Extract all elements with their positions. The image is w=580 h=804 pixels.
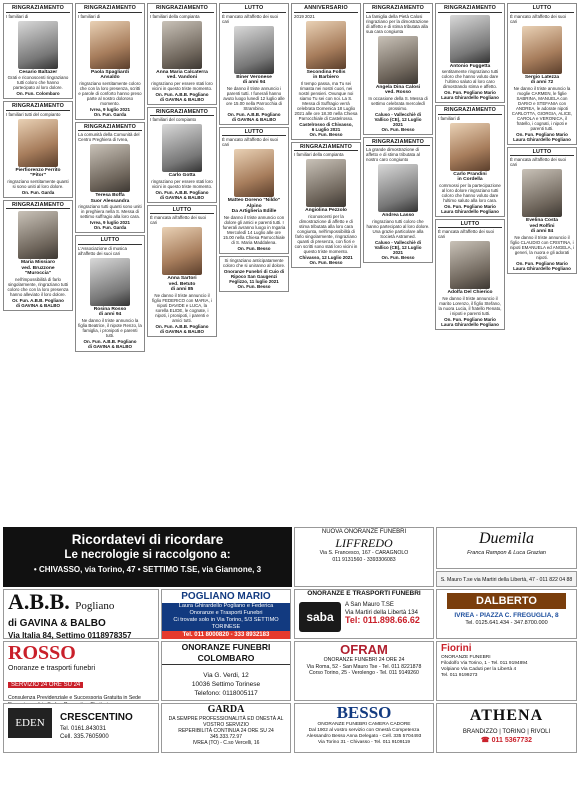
abb-line: di GAVINA & BALBO [8, 618, 106, 629]
notice-text: riconoscenti per la dimostrazione di affetto e di stima tributata alla loro cara congiunta, nell'impossibilità di farlo singolarmente, ringraziano quanti di presenza, con fiori e con scritti sono stati loro vicini in questo triste momento. [294, 213, 358, 254]
notice-intro: È mancata all'affetto dei suoi cari [438, 229, 494, 240]
ad-colombaro[interactable] [161, 641, 291, 701]
deceased-name: Secondina Follis in Barbiero [306, 69, 346, 81]
notice-text: In occasione della S. Messa di settimo celebrata mercoledì prossimo. [368, 95, 428, 111]
ad-eden[interactable] [3, 703, 159, 753]
dalberto-phone: Tel. 0125.641.434 - 347.8700.000 [465, 620, 548, 626]
notice-heading: RINGRAZIAMENTO [78, 5, 142, 13]
fiorini-addr: ONORANZE FUNEBRI Filodolfo Via Torino, 1 - Tel. 011 9194894 Volpiano Via Caduti per la Libertà 4 Tel. 011 9199273 [441, 655, 528, 678]
ad-rosso[interactable] [3, 641, 159, 701]
obituary-notice [219, 127, 289, 254]
portrait-photo [18, 211, 58, 259]
deceased-name: Anna Sartori ved. Betuto di anni 85 [167, 276, 197, 293]
notice-text: ringraziano tutti quanti sono uniti in preghiera nella S. Messa di settimo suffragio alla loro cara. [78, 204, 142, 220]
abb-phone: Via Italia 84, Settimo 0118978357 [8, 631, 132, 640]
pogliano-sub2: Onoranze e Trasporti Funebri [189, 610, 263, 616]
notice-text: Ne danno il triste annuncio la figlia Beatrice, il nipote Renzo, la famiglia, i pronipoti e parenti tutti. [78, 318, 142, 339]
portrait-photo [234, 26, 274, 74]
portrait-photo [90, 144, 130, 192]
deceased-name: Angiolina Pezzolo [305, 208, 347, 214]
deceased-name: Rosina Rosso di anni 94 [93, 306, 127, 318]
deceased-name: Angela Dina Calosi ved. Rosso [375, 84, 421, 96]
obituary-notice [3, 3, 73, 99]
notice-signature: On. Fun. A.B.B. Pogliano di GAVINA & BALBO [155, 189, 209, 200]
obituary-notice [435, 105, 505, 217]
notice-signature: Chivasso, 12 Luglio 2021 On. Fun. Besso [299, 254, 353, 265]
colombaro-phone: Telefono: 0118005117 [194, 690, 258, 697]
besso-name: BESSO [336, 703, 392, 722]
ad-fiorini[interactable] [436, 641, 577, 701]
pogliano-phone: Tel. 011 8000820 - 333 8932183 [162, 631, 290, 639]
notice-heading: RINGRAZIAMENTO [150, 5, 214, 13]
portrait-photo [162, 227, 202, 275]
dalberto-name: DALBERTO [447, 593, 566, 609]
portrait-photo [306, 21, 346, 69]
notice-text: ringraziano per essere stati loro vicini in questo triste momento. [151, 80, 213, 91]
obituary-column [75, 3, 145, 525]
notice-signature: On. Fun. A.B.B. Pogliano di GAVINA & BALBO [155, 324, 209, 335]
ad-athena[interactable] [436, 703, 577, 753]
deceased-name: Carlo Gotta [168, 173, 196, 179]
obituary-notice [507, 147, 577, 274]
notice-signature: On. Fun. Pogliano Mario Laura Ghirardello Pogliano [441, 203, 499, 214]
notice-heading: LUTTO [438, 221, 502, 229]
deceased-name: Carlo Prandini in Cordella [453, 171, 487, 183]
notice-intro: La grande dimostrazione di affetto e di stima tributata al nostro caro congiunto [366, 147, 420, 163]
obituary-column [291, 3, 361, 525]
notice-intro: È mancato all'affetto dei suoi cari [222, 13, 278, 24]
notice-heading: LUTTO [222, 5, 286, 13]
notice-heading: LUTTO [78, 237, 142, 245]
deceased-name: Teresa Boffa Suor Alessandra [90, 193, 130, 204]
obituary-notice [75, 3, 145, 120]
eden-town: CRESCENTINO [60, 712, 133, 723]
portrait-photo [162, 124, 202, 172]
notice-intro: I familiari della compianta [150, 13, 200, 19]
pogliano-sub1: Laura Ghirardello Pogliano e Federica [178, 603, 274, 609]
athena-name: ATHENA [469, 707, 544, 724]
notice-signature: On. Fun. Pogliano Mario Laura Ghirardello Pogliano [513, 260, 571, 271]
deceased-name: Matteo Doreno "Nildo" Alpino Da Artiglieria Edille [227, 198, 281, 215]
notice-text: Ne danno il triste annuncio con dolore gli amici e parenti tutti. I funerali avranno luogo in Ingaria Mercoledì 14 Luglio alle ore 15.00 nella Chiesa Parrocchiale di S. Maria Maddalena. [222, 214, 286, 245]
notice-text: commossi per la partecipazione al loro dolore ringraziano tutti coloro che hanno voluto dare l'ultimo saluto alla loro cara. [439, 182, 501, 203]
abb-brand: A.B.B. [8, 589, 70, 614]
notice-signature: Ivrea, 9 luglio 2021 On. Fun. Garda [89, 220, 131, 231]
ad-ofram[interactable] [294, 641, 434, 701]
notice-text: ringraziano sentitamente coloro che con la loro presenza, scritti e parole di conforto hanno preso parte al nostro doloroso momento. [78, 80, 142, 106]
portrait-photo [450, 241, 490, 289]
deceased-name: Anna Maria Calcaterra ved. Vandoni [156, 69, 208, 81]
rosso-footer: Consulenza Previdenziale e Successoria Gratuita in Sede [8, 695, 141, 701]
garda-sub: DA SEMPRE PROFESSIONALITÀ ED ONESTÀ AL VOSTRO SERVIZIO REPERIBILITÀ CONTINUA 24 ORE SU 24 345.333.72.97 [168, 716, 284, 740]
notice-heading: RINGRAZIAMENTO [78, 124, 142, 132]
notice-heading: RINGRAZIAMENTO [438, 5, 502, 13]
notice-intro: La comunità della Comunità del Centro Preghiera di Ivrea, [78, 132, 140, 143]
colombaro-addr2: 10036 Settimo Torinese [191, 681, 261, 688]
deceased-name: Biner Veronese di anni 94 [236, 74, 272, 86]
ricordatevi-title: Ricordatevi di ricordare [71, 532, 224, 547]
ad-duemila-address: S. Mauro T.se via Martiri della Libertà, 47 - 011 822 04 88 [436, 571, 577, 587]
notice-signature: Onoranze Funebri di Cuio di Ripoco San Gaugenzi Feglizzo, 11 luglio 2021 On. Fun. Besso [223, 268, 285, 289]
notice-text: Ne danno il triste annuncio il figlio CLAUDIO con CRISTINA, i nipoti EMANUELA ed ANGELA, i generi, la nuora e gli adorati nipoti. [510, 234, 574, 260]
obituary-notice [147, 107, 217, 203]
portrait-photo [18, 21, 58, 69]
notice-signature: On. Fun. Pogliano Mario Laura Ghirardello Pogliano [441, 90, 499, 101]
notice-intro: I familiari di [6, 13, 29, 19]
ad-dalberto[interactable] [436, 589, 577, 639]
notice-signature: On. Fun. A.B.B. Pogliano di GAVINA & BALBO [227, 111, 281, 122]
notice-text: Ne danno il triste annuncio il marito Lorenzo, il figlio Stefano, la nuora Lucia, il fratello Renato, i nipoti e parenti tutti. [438, 295, 502, 316]
garda-addr: IVREA (TO) - C.so Vercelli, 16 [192, 740, 260, 746]
notice-intro: È mancata all'affetto dei suoi cari [150, 215, 206, 226]
fiorini-name: Fiorini [441, 643, 472, 654]
obituary-notice [3, 101, 73, 198]
notice-heading: LUTTO [150, 207, 214, 215]
ad-pogliano-mario[interactable] [161, 589, 291, 639]
deceased-name: Sergio Latezza di anni 72 [524, 74, 560, 86]
portrait-photo [90, 258, 130, 306]
advertisement-section [3, 527, 577, 801]
notice-heading: RINGRAZIAMENTO [366, 139, 430, 147]
portrait-photo [162, 21, 202, 69]
notice-signature: Caluso - Vallecchiè di Vallico (CE), 12 Luglio 2021 On. Fun. Besso [374, 111, 422, 132]
athena-addr: BRANDIZZO | TORINO | RIVOLI [462, 729, 551, 735]
besso-addr: ONORANZE FUNEBRI CAMERA CADORE Dal 1902 al vostro servizio con Onestà Competenza Alessandro Besso Anna Delegato - Cell. 335 5704493 Via Torino 31 - Chivasso - Tel. 011 9109119 [306, 722, 422, 745]
ad-abb-pogliano[interactable] [3, 589, 159, 639]
pogliano-sub3: Ci trovate solo in Via Torino, 5/3 SETTIMO TORINESE [173, 617, 279, 630]
ad-saba[interactable] [294, 589, 434, 639]
obituary-notice [3, 200, 73, 311]
duemila-name: Duemila [478, 530, 535, 547]
notice-intro: La famiglia della Pietà Calosi ringraziano per la dimostrazione di affetto e di stima tributata alla sua cara congiunta [366, 13, 429, 34]
notice-intro: È mancato all'affetto dei suoi cari [222, 137, 278, 148]
deceased-name: Maria Missiaro ved. Bruzzone "Muroccia" [21, 260, 55, 277]
portrait-photo [522, 169, 562, 217]
deceased-name: Cesario Baltazer [18, 69, 58, 75]
notice-intro: I familiari del compianto [150, 117, 197, 123]
notice-heading: RINGRAZIAMENTO [438, 107, 502, 115]
nuova-head: NUOVA ONORANZE FUNEBRI [321, 529, 407, 535]
obituary-column [507, 3, 577, 525]
notice-text: Il tempo passa, ma Tu sei rimasta nei nostri cuori, nei nostri pensieri. Ovunque noi siamo Tu sei con noi. La S. Messa di Suffragio verrà celebrata Domenica 18 Luglio 2021 alle ore 18.30 nella Chiesa Parrocchiale di Castelrosso. [294, 80, 358, 121]
obituary-column [3, 3, 73, 525]
notice-text: ringraziano tutti coloro che hanno partecipato al loro dolore. Una grazie particolare alla Società Astramed. [366, 218, 430, 239]
notice-text: Ne danno il triste annuncio la moglie CARMEN, le figlie SABRINA, MANUELA con DARIO e STEFANIA con ANDREA, le adorate nipoti CARLOTTA, GIORGIA, ALICE, CAROLA e VERONICA, il fratello, i cognati, i nipoti e parenti tutti. [511, 85, 573, 131]
notice-signature: On. Fun. Pogliano Mario Laura Ghirardello Pogliano [513, 131, 571, 142]
portrait-photo [90, 21, 130, 69]
obituary-column [363, 3, 433, 525]
athena-phone: ☎ 011 5367732 [480, 737, 533, 744]
notice-text: Si ringraziano anticipatamente coloro che si uniranno al dolore. [222, 257, 286, 268]
portrait-photo [450, 123, 490, 171]
deceased-name: Adolfa Del Chierico [447, 290, 493, 296]
notice-signature: Or. Fun. A.B.B. Pogliano di GAVINA & BALBO [12, 298, 64, 309]
obituary-notice [291, 3, 361, 140]
ricordatevi-subtitle: Le necrologie si raccolgono a: [64, 549, 231, 561]
portrait-photo [18, 119, 58, 167]
saba-phone: Tel: 011.898.66.62 [345, 615, 420, 625]
notice-text: sentitamente ringraziano tutti coloro che hanno voluto dare l'ultimo saluto al loro caro dimostrando stima e affetto. [441, 69, 499, 90]
notice-heading: RINGRAZIAMENTO [6, 103, 70, 111]
notice-signature: On. Fun. A.B.B. Pogliano di GAVINA & BALBO [83, 339, 137, 350]
nuova-name: LIFFREDO [335, 536, 393, 550]
eden-phone: Tel. 0161.843031 Cell. 335.7605900 [60, 726, 109, 740]
notice-intro: È mancato all'affetto dei suoi cari [510, 13, 566, 24]
ricordatevi-banner [3, 527, 292, 587]
notice-text: Grati e riconoscenti ringraziano tutti coloro che hanno partecipato al loro dolore. [7, 75, 69, 91]
notice-text: Ne danno il triste annuncio i parenti tutti. I funerali hanno avuto luogo lunedì 12 luglio alle ore 15.00 nella Parrocchia di Strambino. [223, 85, 285, 111]
dalberto-addr: IVREA - PIAZZA C. FREGUGLIA, 8 [454, 612, 559, 619]
colombaro-addr1: Via G. Verdi, 12 [203, 672, 249, 679]
notice-intro: I familiari di [438, 115, 461, 121]
notice-text: nell'impossibilità di farlo singolarmente, ringraziano tutti coloro che con la loro presenza hanno alleviato il loro dolore. [7, 277, 69, 298]
portrait-photo [306, 159, 346, 207]
ofram-addr: ONORANZE FUNEBRI 24 ORE 24 Via Roma, 52 - San Mauro Tse - Tel. 011 8221878 Corso Torino, 25 - Verolengo - Tel. 011 9149260 [306, 657, 422, 676]
pogliano-title: POGLIANO MARIO [162, 590, 290, 603]
notice-signature: Ivrea, 9 luglio 2021 On. Fun. Garda [89, 106, 131, 117]
notice-intro: I familiari tutti del compianto [6, 111, 61, 117]
notice-intro: È mancata all'affetto dei suoi cari [510, 157, 566, 168]
obituary-column [435, 3, 505, 525]
ad-nuova-liffredo[interactable] [294, 527, 434, 587]
notice-heading: RINGRAZIAMENTO [294, 144, 358, 152]
obituary-column [147, 3, 217, 525]
obituary-notice [75, 235, 145, 352]
notice-heading: RINGRAZIAMENTO [6, 5, 70, 13]
obituary-notice [363, 137, 433, 263]
ricordatevi-locations: • CHIVASSO, via Torino, 47 • SETTIMO T.SE, via Giannone, 3 [33, 565, 262, 574]
notice-signature: On. Fun. Colombaro [16, 91, 60, 97]
notice-intro: 2019 2021 [294, 13, 315, 19]
deceased-name: Antonio Fuggetta [449, 63, 491, 69]
obituary-notice [75, 122, 145, 234]
obituary-notice [363, 3, 433, 135]
obituary-notice [507, 3, 577, 145]
notice-signature: Caluso - Vallecchiè di Vallico (CE), 12 Luglio 2021 On. Fun. Besso [374, 239, 422, 260]
deceased-name: Andrea Lasso [381, 213, 415, 219]
obituary-notice [219, 256, 289, 292]
saba-logo: saba [299, 602, 341, 632]
obituary-notice [435, 219, 505, 330]
ad-garda[interactable] [161, 703, 291, 753]
notice-heading: LUTTO [510, 149, 574, 157]
notice-intro: L'Associazione di musica all'affetto dei suoi cari [78, 245, 127, 256]
deceased-name: Paola Spagliardi Ansaldo [90, 69, 130, 81]
notice-signature: On. Fun. Pogliano Mario Laura Ghirardello Pogliano [441, 316, 499, 327]
obituary-column [219, 3, 289, 525]
portrait-photo [450, 15, 490, 63]
notice-heading: RINGRAZIAMENTO [150, 109, 214, 117]
notice-signature: On. Fun. Garda [21, 189, 55, 195]
duemila-sub: Franca Rampon & Luca Grazian [467, 550, 546, 556]
nuova-text: Via S. Francesco, 167 - CARAGNOLO 011 9131560 - 3393306083 [319, 550, 409, 563]
ofram-name: OFRAM [340, 642, 388, 657]
notice-signature: Castelrosso di Chivasso, 6 Luglio 2021 On. Fun. Besso [299, 121, 353, 137]
deceased-name: Evelina Costa ved Rolfini di anni 84 [525, 218, 559, 235]
portrait-photo [378, 164, 418, 212]
rosso-service: SERVIZIO 24 ORE SU 24 [8, 682, 83, 688]
portrait-photo [378, 36, 418, 84]
rosso-brand: ROSSO [8, 642, 76, 664]
notice-text: ringraziano per essere stati loro vicini in questo triste momento. [151, 178, 213, 189]
portrait-photo [234, 149, 274, 197]
obituary-grid [3, 3, 577, 525]
notice-text: ringraziano sentitamente quanti si sono uniti al loro dolore. [7, 178, 69, 189]
obituary-notice [435, 3, 505, 103]
notice-intro: I familiari della compianta [294, 152, 344, 158]
notice-signature: On. Fun. Besso [237, 245, 271, 251]
notice-text: Ne danno il triste annuncio il figlio FEDERICO con MARIA, i nipoti DAVIDE e LUCA, la sorella ELIDE, le cognate, i nipoti, i pronipoti, i parenti e amici tutti. [152, 293, 212, 324]
obituary-notice [147, 205, 217, 337]
notice-heading: RINGRAZIAMENTO [6, 202, 70, 210]
portrait-photo [522, 26, 562, 74]
saba-addr: A San Mauro T.SE Via Martiri della Libertà 134 [345, 602, 418, 616]
saba-head: ONORANZE E TRASPORTI FUNEBRI [307, 590, 421, 597]
rosso-sub: Onoranze e trasporti funebri [8, 665, 96, 672]
notice-heading: ANNIVERSARIO [294, 5, 358, 13]
obituary-notice [291, 142, 361, 268]
deceased-name: Pierfiorenzo Ferrito "Pitor" [15, 167, 61, 179]
obituary-notice [147, 3, 217, 105]
abb-brand-small: Pogliano [75, 600, 115, 612]
ad-besso[interactable] [294, 703, 434, 753]
notice-heading: RINGRAZIAMENTO [366, 5, 430, 13]
notice-heading: LUTTO [510, 5, 574, 13]
ad-duemila[interactable] [436, 527, 577, 569]
notice-signature: On. Fun. A.B.B. Pogliano di GAVINA & BALBO [155, 91, 209, 102]
obituary-notice [219, 3, 289, 125]
colombaro-name: ONORANZE FUNEBRI COLOMBARO [162, 642, 290, 665]
notice-intro: I familiari di [78, 13, 101, 19]
notice-heading: LUTTO [222, 129, 286, 137]
garda-name: GARDA [207, 704, 245, 715]
eden-logo: EDEN [8, 708, 52, 738]
